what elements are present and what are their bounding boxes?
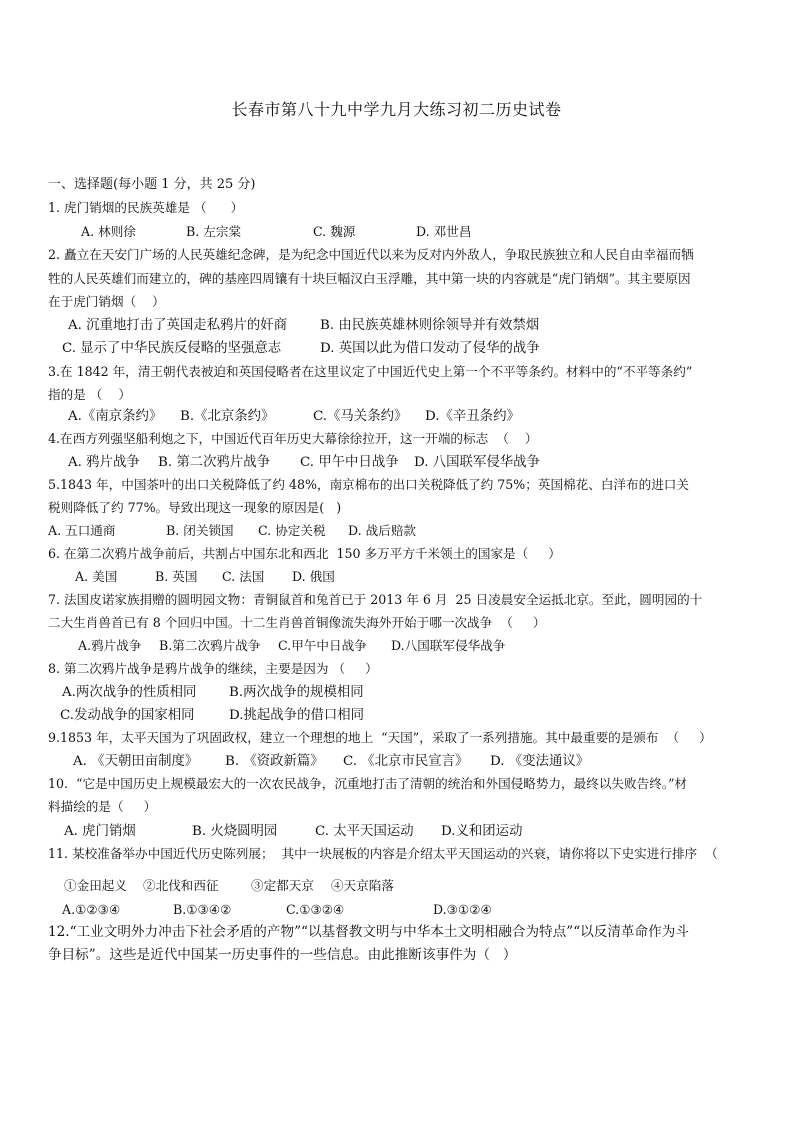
question-12-line-2: 争目标”。这些是近代中国某一历史事件的一些信息。由此推断该事件为（ ） bbox=[48, 947, 517, 963]
q3-option-d: D.《辛丑条约》 bbox=[425, 409, 520, 424]
q3-option-b: B.《北京条约》 bbox=[180, 409, 275, 424]
q6-option-d: D. 俄国 bbox=[292, 569, 335, 584]
question-12-line-1: 12.“工业文明外力冲击下社会矛盾的产物”“以基督教文明与中华本土文明相融合为特点”“以反清革命作为斗 bbox=[48, 924, 689, 940]
q11-option-b: B.①③④② bbox=[173, 902, 232, 917]
question-7-line-2: 二大生肖兽首已有 8 个回归中国。十二生肖兽首铜像流失海外开始于哪一次战争 （ ） bbox=[48, 615, 546, 630]
q8-option-b: B.两次战争的规模相同 bbox=[229, 685, 364, 700]
question-5-line-1: 5.1843 年，中国茶叶的出口关税降低了约 48%，南京棉布的出口关税降低了约 75%；英国棉花、白洋布的进口关 bbox=[48, 477, 689, 492]
question-11-stem: 11. 某校准备举办中国近代历史陈列展； 其中一块展板的内容是介绍太平天国运动的兴衰，请你将以下史实进行排序 （ bbox=[48, 846, 718, 861]
q9-option-b: B. 《资政新篇》 bbox=[225, 754, 324, 769]
q3-option-c: C.《马关条约》 bbox=[313, 409, 408, 424]
q9-option-a: A. 《天朝田亩制度》 bbox=[73, 754, 199, 769]
q6-option-a: A. 美国 bbox=[75, 569, 118, 584]
q6-option-c: C. 法国 bbox=[222, 569, 265, 584]
q8-option-d: D.挑起战争的借口相同 bbox=[229, 708, 365, 723]
q11-option-a: A.①②③④ bbox=[62, 902, 121, 917]
q9-option-c: C. 《北京市民宣言》 bbox=[343, 754, 469, 769]
q11-option-c: C.①③②④ bbox=[286, 902, 345, 917]
q2-option-b: B. 由民族英雄林则徐领导并有效禁烟 bbox=[320, 318, 540, 333]
q8-option-c: C.发动战争的国家相同 bbox=[60, 708, 195, 723]
q11-event-2: ②北伐和西征 bbox=[143, 878, 219, 893]
question-5-line-2: 税则降低了约 77%。导致出现这一现象的原因是( ) bbox=[48, 500, 342, 515]
question-9-stem: 9.1853 年，太平天国为了巩固政权，建立一个理想的地上 “天国”，采取了一系列措施。其中最重要的是颁布 （ ） bbox=[48, 730, 712, 745]
q10-option-c: C. 太平天国运动 bbox=[315, 824, 414, 839]
question-2-line-2: 牲的人民英雄们而建立的，碑的基座四周镶有十块巨幅汉白玉浮雕，其中第一块的内容就是“虎门销烟”。其主要原因 bbox=[48, 271, 691, 286]
q2-option-c: C. 显示了中华民族反侵略的坚强意志 bbox=[62, 341, 282, 356]
q2-option-a: A. 沉重地打击了英国走私鸦片的奸商 bbox=[68, 318, 288, 333]
q7-option-c: C.甲午中日战争 bbox=[278, 638, 367, 653]
exam-title: 长春市第八十九中学九月大练习初二历史试卷 bbox=[231, 100, 562, 119]
section-heading: 一、选择题(每小题 1 分，共 25 分) bbox=[48, 177, 256, 192]
q10-option-b: B. 火烧圆明园 bbox=[192, 824, 278, 839]
question-10-line-2: 料描绘的是（ ） bbox=[48, 799, 157, 814]
q11-event-4: ④天京陷落 bbox=[331, 878, 394, 893]
q11-option-d: D.③①②④ bbox=[433, 902, 492, 917]
q4-option-d: D. 八国联军侵华战争 bbox=[414, 455, 540, 470]
q10-option-a: A. 虎门销烟 bbox=[64, 824, 136, 839]
q5-option-b: B. 闭关锁国 bbox=[166, 523, 234, 538]
q5-option-c: C. 协定关税 bbox=[258, 523, 326, 538]
q1-option-c: C. 魏源 bbox=[313, 224, 356, 239]
q11-event-3: ③定都天京 bbox=[251, 878, 314, 893]
q7-option-a: A.鸦片战争 bbox=[78, 638, 142, 653]
question-8-stem: 8. 第二次鸦片战争是鸦片战争的继续，主要是因为 （ ） bbox=[48, 661, 378, 676]
q4-option-c: C. 甲午中日战争 bbox=[300, 455, 399, 470]
q9-option-d: D. 《变法通议》 bbox=[490, 754, 590, 769]
q4-option-a: A. 鸦片战争 bbox=[68, 455, 140, 470]
q3-option-a: A.《南京条约》 bbox=[68, 409, 163, 424]
q6-option-b: B. 英国 bbox=[155, 569, 198, 584]
question-3-line-2: 指的是 （ ） bbox=[48, 387, 131, 402]
q2-option-d: D. 英国以此为借口发动了侵华的战争 bbox=[320, 341, 540, 356]
question-1-stem: 1. 虎门销烟的民族英雄是 （ ） bbox=[48, 200, 244, 215]
q7-option-b: B.第二次鸦片战争 bbox=[159, 638, 261, 653]
question-4-stem: 4.在西方列强坚船利炮之下，中国近代百年历史大幕徐徐拉开，这一开端的标志 （ ） bbox=[48, 431, 538, 446]
question-3-line-1: 3.在 1842 年，清王朝代表被迫和英国侵略者在这里议定了中国近代史上第一个不平等条约。材料中的“不平等条约” bbox=[48, 364, 693, 379]
question-2-line-3: 在于虎门销烟（ ） bbox=[48, 294, 165, 309]
q7-option-d: D.八国联军侵华战争 bbox=[391, 638, 506, 653]
question-2-line-1: 2. 矗立在天安门广场的人民英雄纪念碑，是为纪念中国近代以来为反对内外敌人，争取民族独立和人民自由幸福而牺 bbox=[48, 247, 694, 262]
q8-option-a: A.两次战争的性质相同 bbox=[62, 685, 197, 700]
q10-option-d: D.义和团运动 bbox=[441, 824, 523, 839]
q1-option-b: B. 左宗棠 bbox=[186, 224, 242, 239]
q1-option-d: D. 邓世昌 bbox=[416, 224, 472, 239]
question-7-line-1: 7. 法国皮诺家族捐赠的圆明园文物：青铜鼠首和兔首已于 2013 年 6 月 25 日凌晨安全运抵北京。至此，圆明园的十 bbox=[48, 592, 703, 607]
q4-option-b: B. 第二次鸦片战争 bbox=[158, 455, 271, 470]
question-6-stem: 6. 在第二次鸦片战争前后，共割占中国东北和西北 150 多万平方千米领土的国家是（ ） bbox=[48, 546, 561, 561]
q5-option-a: A. 五口通商 bbox=[48, 523, 116, 538]
q5-option-d: D. 战后赔款 bbox=[348, 523, 417, 538]
q1-option-a: A. 林则徐 bbox=[81, 224, 136, 239]
question-10-line-1: 10. “它是中国历史上规模最宏大的一次农民战争，沉重地打击了清朝的统治和外国侵略势力，最终以失败告终。”材 bbox=[48, 776, 688, 791]
q11-event-1: ①金田起义 bbox=[64, 878, 127, 893]
